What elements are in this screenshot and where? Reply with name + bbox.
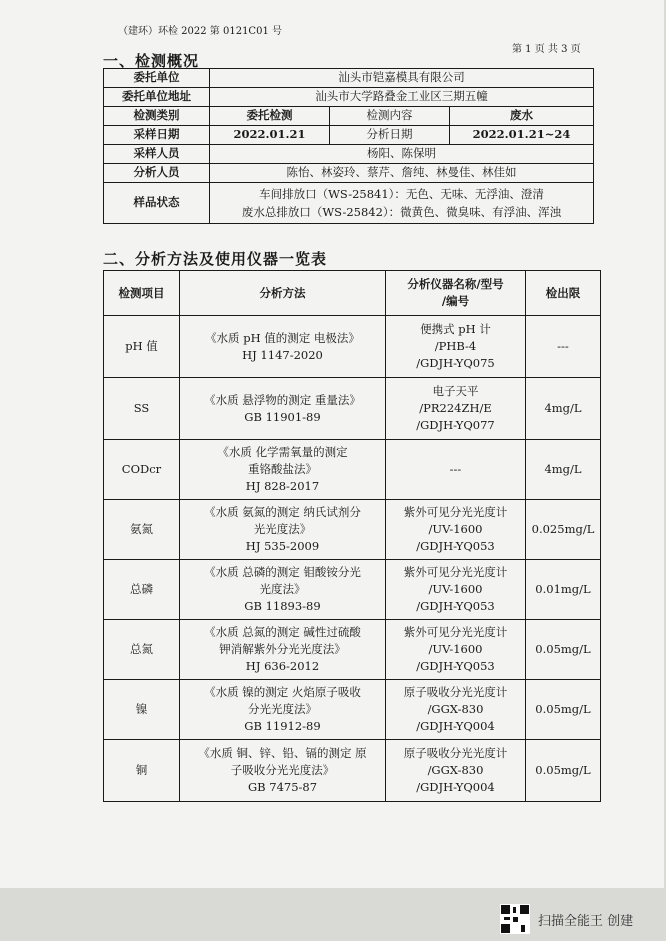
table-row [104,316,601,378]
row-instrument-line: /GDJH-YQ053 [416,658,495,673]
analysts-value: 陈怡、林姿玲、蔡芹、詹纯、林曼佳、林佳如 [210,164,594,183]
row-item: 总氮 [104,620,180,680]
table-row [104,378,601,440]
row-instrument-line: /GDJH-YQ077 [416,417,495,432]
client-label: 委托单位 [104,69,210,88]
header-instrument-line2: /编号 [441,294,470,308]
analysis-date-label: 分析日期 [330,126,450,145]
samplers-value: 杨阳、陈保明 [210,145,594,164]
row-method-line: GB 11912-89 [244,718,321,733]
table-row [104,500,601,560]
sample-state-label: 样品状态 [104,183,210,224]
row-instrument-line: /PR224ZH/E [419,401,492,416]
row-method-line: 《水质 氨氮的测定 纳氏试剂分 [204,505,361,520]
row-method [180,560,386,620]
sampling-date-label: 采样日期 [104,126,210,145]
row-method [180,316,386,378]
row-method-line: 《水质 pH 值的测定 电极法》 [205,330,360,345]
row-method-line: HJ 535-2009 [245,538,320,553]
row-instrument [386,740,526,802]
row-instrument-line: --- [449,462,462,477]
row-instrument-line: /UV-1600 [428,582,483,597]
table-row [104,740,601,802]
row-item: pH 值 [104,316,180,378]
row-instrument-line: /GDJH-YQ075 [416,355,495,370]
row-method-line: 《水质 总磷的测定 钼酸铵分光 [204,565,361,580]
row-instrument-line: /GDJH-YQ004 [416,718,495,733]
content-label: 检测内容 [330,107,450,126]
row-limit: 0.05mg/L [526,740,601,802]
table-row [104,560,601,620]
row-method-line: 子吸收分光光度法》 [230,763,335,778]
analysis-date-value: 2022.01.21~24 [450,126,594,145]
row-method-line: 《水质 总氮的测定 碱性过硫酸 [204,625,361,640]
methods-table [103,270,601,802]
row-instrument [386,680,526,740]
row-method [180,500,386,560]
row-instrument-line: 电子天平 [432,384,479,399]
row-method [180,740,386,802]
row-method-line: HJ 828-2017 [245,478,320,493]
type-label: 检测类别 [104,107,210,126]
row-item: 铜 [104,740,180,802]
qr-code-icon [500,904,530,934]
table-row [104,440,601,500]
row-method-line: 钾消解紫外分光光度法》 [219,642,346,657]
row-instrument [386,316,526,378]
row-method-line: GB 7475-87 [247,779,318,794]
sample-state-value [210,183,594,224]
row-instrument-line: /UV-1600 [428,522,483,537]
row-limit: 0.025mg/L [526,500,601,560]
sampling-date-value: 2022.01.21 [210,126,330,145]
section1-title: 一、检测概况 [103,52,200,70]
row-method-line: 重铬酸盐法》 [248,462,317,477]
row-method-line: GB 11901-89 [244,409,321,424]
row-instrument-line: /PHB-4 [434,339,477,354]
row-method-line: 光度法》 [259,582,306,597]
client-value: 汕头市铠嘉模具有限公司 [210,69,594,88]
row-instrument-line: /GDJH-YQ053 [416,598,495,613]
row-method [180,378,386,440]
section2-title: 二、分析方法及使用仪器一览表 [103,250,328,268]
row-instrument-line: 原子吸收分光光度计 [403,746,508,761]
content-value: 废水 [450,107,594,126]
row-instrument-line: 紫外可见分光光度计 [403,565,508,580]
row-instrument-line: 便携式 pH 计 [420,322,491,337]
row-item: CODcr [104,440,180,500]
row-method [180,440,386,500]
table-row [104,680,601,740]
analysts-label: 分析人员 [104,164,210,183]
row-instrument-line: /GDJH-YQ053 [416,538,495,553]
row-instrument [386,560,526,620]
overview-table [103,68,594,224]
header-item: 检测项目 [104,271,180,316]
header-limit: 检出限 [526,271,601,316]
row-item: 镍 [104,680,180,740]
address-value: 汕头市大学路叠金工业区三期五幢 [210,88,594,107]
row-item: SS [104,378,180,440]
row-limit: 0.05mg/L [526,680,601,740]
row-method-line: HJ 636-2012 [245,658,320,673]
scanner-watermark: 扫描全能王 创建 [538,914,634,929]
row-instrument-line: /GGX-830 [427,702,484,717]
row-method-line: 《水质 镍的测定 火焰原子吸收 [204,685,361,700]
table-row [104,620,601,680]
row-limit: 0.05mg/L [526,620,601,680]
header-instrument-line1: 分析仪器名称/型号 [407,277,504,292]
row-method-line: HJ 1147-2020 [242,347,323,362]
row-method-line: 《水质 悬浮物的测定 重量法》 [204,392,361,407]
row-method-line: 分光光度法》 [248,702,317,717]
row-instrument-line: /UV-1600 [428,642,483,657]
row-instrument-line: 紫外可见分光光度计 [403,625,508,640]
type-value: 委托检测 [210,107,330,126]
report-number: （建环）环检 2022 第 0121C01 号 [118,26,282,37]
row-method-line: 《水质 化学需氧量的测定 [217,445,348,460]
row-instrument [386,378,526,440]
row-item: 氨氮 [104,500,180,560]
row-limit: 4mg/L [526,378,601,440]
row-limit: 4mg/L [526,440,601,500]
row-item: 总磷 [104,560,180,620]
sample-state-line2: 废水总排放口（WS-25842）：微黄色、微臭味、有浮油、浑浊 [241,205,562,219]
header-method: 分析方法 [180,271,386,316]
row-instrument-line: 原子吸收分光光度计 [403,685,508,700]
row-instrument [386,500,526,560]
row-instrument-line: 紫外可见分光光度计 [403,505,508,520]
row-instrument [386,620,526,680]
row-method-line: 光光度法》 [253,522,312,537]
row-method-line: 《水质 铜、锌、铅、镉的测定 原 [198,746,367,761]
row-instrument-line: /GDJH-YQ004 [416,779,495,794]
row-instrument-line: /GGX-830 [427,763,484,778]
page-indicator: 第 1 页 共 3 页 [512,44,581,55]
table-header-row [104,271,601,316]
address-label: 委托单位地址 [104,88,210,107]
samplers-label: 采样人员 [104,145,210,164]
header-instrument [386,271,526,316]
row-limit: --- [526,316,601,378]
row-method-line: GB 11893-89 [244,598,321,613]
row-limit: 0.01mg/L [526,560,601,620]
row-method [180,680,386,740]
row-instrument [386,440,526,500]
sample-state-line1: 车间排放口（WS-25841）：无色、无味、无浮油、澄清 [259,186,544,201]
row-method [180,620,386,680]
